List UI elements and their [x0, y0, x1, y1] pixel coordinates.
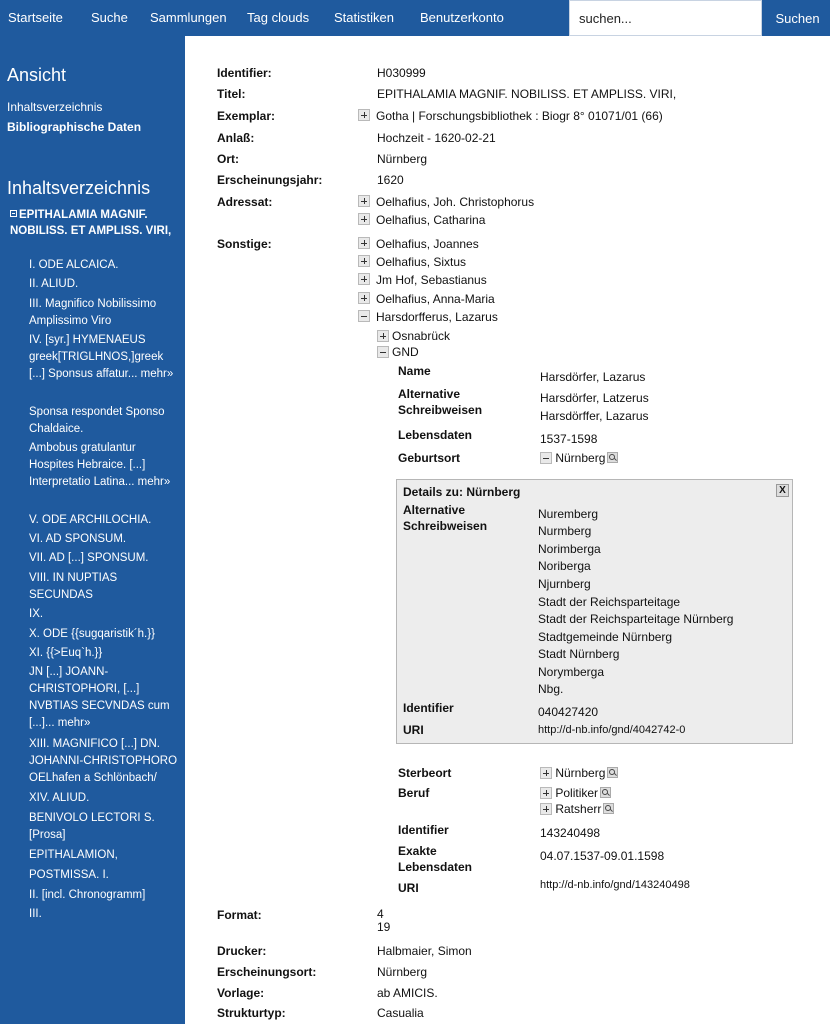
- details-alt-value: Stadt der Reichsparteitage: [538, 595, 681, 609]
- erscheinungsjahr-value: 1620: [377, 173, 404, 187]
- expand-icon[interactable]: [358, 237, 370, 249]
- nav-sammlungen[interactable]: Sammlungen: [150, 10, 227, 25]
- exemplar-value: Gotha | Forschungsbibliothek : Biogr 8° 01071/01 (66): [376, 109, 663, 123]
- expand-icon[interactable]: [540, 767, 552, 779]
- expand-icon[interactable]: [540, 803, 552, 815]
- sonstige-label: Sonstige:: [217, 237, 272, 251]
- gnd-beruf-entry[interactable]: [540, 801, 614, 816]
- collapse-icon[interactable]: [358, 310, 370, 322]
- details-alt-value: Nurmberg: [538, 524, 592, 538]
- gnd-beruf-entry[interactable]: [540, 785, 611, 800]
- erscheinungsort-value: Nürnberg: [377, 965, 428, 979]
- view-link-bibliographische-daten[interactable]: Bibliographische Daten: [7, 120, 142, 134]
- toc-item[interactable]: X. ODE {{sugqaristik´h.}}: [29, 628, 155, 640]
- gnd-uri-label: URI: [398, 881, 419, 895]
- gnd-identifier-label: Identifier: [398, 823, 449, 837]
- details-uri-link[interactable]: http://d-nb.info/gnd/4042742-0: [538, 724, 686, 736]
- gnd-geburtsort-value[interactable]: Nürnberg: [555, 451, 606, 465]
- details-alt-value: Stadt der Reichsparteitage Nürnberg: [538, 612, 734, 626]
- nav-tag-clouds[interactable]: Tag clouds: [247, 10, 310, 25]
- toc-item[interactable]: VI. AD SPONSUM.: [29, 533, 127, 545]
- toc-item[interactable]: IV. [syr.] HYMENAEUS greek[TRIGLHNOS,]greek [...] Sponsus affatur... mehr»: [29, 334, 174, 380]
- view-link-inhaltsverzeichnis[interactable]: Inhaltsverzeichnis: [7, 100, 103, 114]
- sonstige-value[interactable]: Harsdorfferus, Lazarus: [376, 310, 498, 324]
- sonstige-value[interactable]: Oelhafius, Sixtus: [376, 255, 467, 269]
- toc-item[interactable]: XIII. MAGNIFICO [...] DN. JOHANNI-CHRISTOPHORO OELhafen a Schlönbach/: [29, 738, 178, 784]
- magnifier-icon[interactable]: [603, 803, 614, 814]
- gnd-beruf-label: Beruf: [398, 786, 430, 800]
- strukturtyp-label: Strukturtyp:: [217, 1006, 286, 1020]
- details-alt-value: Norimberga: [538, 542, 601, 556]
- toc-item[interactable]: IX.: [29, 608, 44, 620]
- toc-item[interactable]: II. [incl. Chronogramm]: [29, 889, 146, 901]
- toc-item[interactable]: Sponsa respondet Sponso Chaldaice.: [29, 406, 165, 435]
- drucker-value: Halbmaier, Simon: [377, 944, 472, 958]
- gnd-lebensdaten-label: Lebensdaten: [398, 428, 473, 442]
- sonstige-value[interactable]: Oelhafius, Anna-Maria: [376, 292, 495, 306]
- collapse-icon[interactable]: [540, 452, 552, 464]
- gnd-geburtsort-label: Geburtsort: [398, 451, 461, 465]
- expand-icon[interactable]: [358, 255, 370, 267]
- source-osnabrueck[interactable]: Osnabrück: [392, 329, 451, 343]
- toc-item[interactable]: JN [...] JOANN-CHRISTOPHORI, [...] NVBTIAS SECVNDAS cum [...]... mehr»: [29, 666, 170, 729]
- adressat-value[interactable]: Oelhafius, Catharina: [376, 213, 486, 227]
- details-alt-label: Alternative Schreibweisen: [403, 503, 488, 533]
- toc-item[interactable]: EPITHALAMION,: [29, 849, 118, 861]
- ort-label: Ort:: [217, 152, 239, 166]
- details-alt-value: Stadtgemeinde Nürnberg: [538, 630, 673, 644]
- toc-item[interactable]: V. ODE ARCHILOCHIA.: [29, 514, 152, 526]
- exemplar-label: Exemplar:: [217, 109, 276, 123]
- nav-suche[interactable]: Suche: [91, 10, 128, 25]
- toc-item[interactable]: XIV. ALIUD.: [29, 792, 90, 804]
- source-gnd[interactable]: GND: [392, 345, 419, 359]
- nav-startseite[interactable]: Startseite: [8, 10, 63, 25]
- details-alt-value: Nuremberg: [538, 507, 599, 521]
- gnd-name-value: Harsdörfer, Lazarus: [540, 370, 646, 384]
- details-alt-value: Njurnberg: [538, 577, 591, 591]
- toc-item[interactable]: I. ODE ALCAICA.: [29, 259, 119, 271]
- expand-icon[interactable]: [377, 330, 389, 342]
- view-heading: Ansicht: [7, 65, 67, 85]
- erscheinungsort-label: Erscheinungsort:: [217, 965, 317, 979]
- close-button[interactable]: X: [776, 484, 789, 497]
- gnd-uri-link[interactable]: http://d-nb.info/gnd/143240498: [540, 879, 690, 891]
- vorlage-value: ab AMICIS.: [377, 986, 438, 1000]
- gnd-sterbeort-entry[interactable]: [540, 765, 618, 780]
- magnifier-icon[interactable]: [607, 767, 618, 778]
- collapse-icon[interactable]: [10, 210, 17, 217]
- drucker-label: Drucker:: [217, 944, 267, 958]
- gnd-name-label: Name: [398, 364, 431, 378]
- details-uri-label: URI: [403, 723, 424, 737]
- details-alt-value: Norymberga: [538, 665, 605, 679]
- format-label: Format:: [217, 908, 262, 922]
- gnd-sterbeort-value[interactable]: Nürnberg: [555, 766, 606, 780]
- details-identifier-value: 040427420: [538, 705, 599, 719]
- magnifier-icon[interactable]: [607, 452, 618, 463]
- vorlage-label: Vorlage:: [217, 986, 265, 1000]
- format-value: 4: [377, 907, 384, 921]
- adressat-value[interactable]: Oelhafius, Joh. Christophorus: [376, 195, 535, 209]
- adressat-label: Adressat:: [217, 195, 273, 209]
- details-identifier-label: Identifier: [403, 701, 454, 715]
- search-input[interactable]: [569, 0, 762, 36]
- toc-item[interactable]: VIII. IN NUPTIAS SECUNDAS: [29, 572, 118, 601]
- gnd-exakt-label: Exakte Lebensdaten: [398, 844, 473, 874]
- details-popup: [396, 479, 793, 744]
- sonstige-value[interactable]: Jm Hof, Sebastianus: [376, 273, 487, 287]
- toc-item[interactable]: XI. {{>Euq`h.}}: [29, 647, 103, 659]
- strukturtyp-value: Casualia: [377, 1006, 424, 1020]
- gnd-beruf-value[interactable]: Politiker: [555, 786, 599, 800]
- sidebar: [0, 36, 185, 1024]
- gnd-alt-value: Harsdörfer, Latzerus: [540, 391, 649, 405]
- details-alt-value: Noriberga: [538, 559, 591, 573]
- titel-label: Titel:: [217, 87, 246, 101]
- expand-icon[interactable]: [358, 273, 370, 285]
- gnd-alt-label: Alternative Schreibweisen: [398, 387, 483, 417]
- magnifier-icon[interactable]: [600, 787, 611, 798]
- anlass-label: Anlaß:: [217, 131, 255, 145]
- expand-icon[interactable]: [358, 213, 370, 225]
- expand-icon[interactable]: [358, 292, 370, 304]
- details-alt-value: Stadt Nürnberg: [538, 647, 620, 661]
- search-button[interactable]: Suchen: [765, 0, 830, 36]
- toc-heading: Inhaltsverzeichnis: [7, 178, 151, 198]
- toc-item[interactable]: III. Magnifico Nobilissimo Amplissimo Viro: [29, 298, 157, 327]
- expand-icon[interactable]: [358, 195, 370, 207]
- ort-value: Nürnberg: [377, 152, 428, 166]
- toc-item[interactable]: POSTMISSA. I.: [29, 869, 109, 881]
- identifier-label: Identifier:: [217, 66, 272, 80]
- toc-item[interactable]: VII. AD [...] SPONSUM.: [29, 552, 149, 564]
- gnd-sterbeort-label: Sterbeort: [398, 766, 452, 780]
- identifier-value: H030999: [377, 66, 426, 80]
- erscheinungsjahr-label: Erscheinungsjahr:: [217, 173, 323, 187]
- nav-benutzerkonto[interactable]: Benutzerkonto: [420, 10, 504, 25]
- gnd-alt-value: Harsdörffer, Lazarus: [540, 409, 649, 423]
- gnd-beruf-value[interactable]: Ratsherr: [555, 802, 602, 816]
- top-navigation-bar: [0, 0, 830, 36]
- nav-statistiken[interactable]: Statistiken: [334, 10, 394, 25]
- toc-item[interactable]: II. ALIUD.: [29, 278, 79, 290]
- collapse-icon[interactable]: [377, 346, 389, 358]
- toc-root-item[interactable]: [10, 207, 180, 239]
- format-value: 19: [377, 920, 391, 934]
- details-title: Details zu: Nürnberg: [403, 485, 521, 499]
- toc-root-label: EPITHALAMIA MAGNIF. NOBILISS. ET AMPLISS. VIRI,: [10, 209, 172, 237]
- gnd-identifier-value: 143240498: [540, 826, 601, 840]
- toc-item[interactable]: Ambobus gratulantur Hospites Hebraice. [...] Interpretatio Latina... mehr»: [29, 442, 171, 488]
- sonstige-value[interactable]: Oelhafius, Joannes: [376, 237, 479, 251]
- gnd-lebensdaten-value: 1537-1598: [540, 432, 598, 446]
- expand-icon[interactable]: [358, 109, 370, 121]
- toc-item[interactable]: BENIVOLO LECTORI S. [Prosa]: [29, 812, 155, 841]
- expand-icon[interactable]: [540, 787, 552, 799]
- titel-value: EPITHALAMIA MAGNIF. NOBILISS. ET AMPLISS. VIRI,: [377, 87, 677, 101]
- gnd-exakt-value: 04.07.1537-09.01.1598: [540, 849, 665, 863]
- toc-item[interactable]: III.: [29, 908, 42, 920]
- anlass-value: Hochzeit - 1620-02-21: [377, 131, 496, 145]
- details-alt-value: Nbg.: [538, 682, 564, 696]
- gnd-geburtsort-entry[interactable]: [540, 450, 618, 465]
